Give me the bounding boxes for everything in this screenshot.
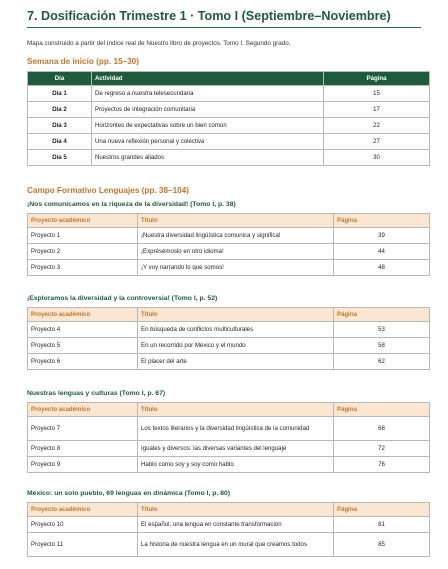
cell-dia: Día 3 bbox=[28, 118, 92, 134]
cell-titulo: En búsqueda de conflictos multiculturales bbox=[138, 322, 334, 338]
table-row bbox=[28, 102, 430, 118]
col-header-actividad: Actividad bbox=[92, 72, 324, 86]
cell-titulo: En un recorrido por México y el mundo bbox=[138, 338, 334, 354]
cell-pagina: 68 bbox=[334, 417, 430, 441]
table-row bbox=[28, 118, 430, 134]
table-header-row bbox=[28, 214, 430, 228]
cell-pagina: 27 bbox=[324, 134, 430, 150]
table-row bbox=[28, 354, 430, 370]
col-header-proyecto: Proyecto académico bbox=[28, 308, 138, 322]
cell-actividad: Horizontes de expectativas sobre un bien común bbox=[92, 118, 324, 134]
cell-titulo: Los textos literarios y la diversidad lingüística de la comunidad bbox=[138, 417, 334, 441]
project-table bbox=[27, 213, 430, 276]
cell-dia: Día 5 bbox=[28, 150, 92, 166]
section-heading-inicio: Semana de inicio (pp. 15–30) bbox=[27, 57, 139, 66]
cell-proyecto: Proyecto 1 bbox=[28, 228, 138, 244]
cell-dia: Día 4 bbox=[28, 134, 92, 150]
table-row bbox=[28, 533, 430, 557]
cell-titulo: ¡Nuestra diversidad lingüística comunica y significa! bbox=[138, 228, 334, 244]
table-row bbox=[28, 260, 430, 276]
group-heading: Nuestras lenguas y culturas (Tomo I, p. 67) bbox=[27, 390, 166, 397]
cell-proyecto: Proyecto 3 bbox=[28, 260, 138, 276]
inicio-table bbox=[27, 71, 430, 166]
cell-pagina: 48 bbox=[334, 260, 430, 276]
table-row bbox=[28, 322, 430, 338]
cell-titulo: El placer del arte bbox=[138, 354, 334, 370]
cell-proyecto: Proyecto 8 bbox=[28, 441, 138, 457]
group-heading: ¡Exploramos la diversidad y la controversia! (Tomo I, p. 52) bbox=[27, 295, 218, 302]
col-header-proyecto: Proyecto académico bbox=[28, 503, 138, 517]
table-row bbox=[28, 417, 430, 441]
col-header-dia: Día bbox=[28, 72, 92, 86]
col-header-titulo: Título bbox=[138, 403, 334, 417]
cell-proyecto: Proyecto 5 bbox=[28, 338, 138, 354]
cell-pagina: 58 bbox=[334, 338, 430, 354]
section-heading-campo: Campo Formativo Lenguajes (pp. 38–104) bbox=[27, 186, 189, 195]
cell-titulo: El español, una lengua en constante transformación bbox=[138, 517, 334, 533]
cell-proyecto: Proyecto 7 bbox=[28, 417, 138, 441]
project-table bbox=[27, 307, 430, 370]
col-header-proyecto: Proyecto académico bbox=[28, 403, 138, 417]
cell-proyecto: Proyecto 4 bbox=[28, 322, 138, 338]
group-heading: ¡Nos comunicamos en la riqueza de la diversidad! (Tomo I, p. 38) bbox=[27, 201, 236, 208]
cell-pagina: 39 bbox=[334, 228, 430, 244]
col-header-pagina: Página bbox=[334, 308, 430, 322]
table-header-row bbox=[28, 403, 430, 417]
cell-actividad: Nuestros grandes aliados bbox=[92, 150, 324, 166]
table-row bbox=[28, 441, 430, 457]
cell-pagina: 44 bbox=[334, 244, 430, 260]
cell-pagina: 81 bbox=[334, 517, 430, 533]
group-heading: México: un solo pueblo, 69 lenguas en dinámica (Tomo I, p. 80) bbox=[27, 490, 231, 497]
table-row bbox=[28, 86, 430, 102]
table-row bbox=[28, 457, 430, 473]
project-table bbox=[27, 402, 430, 473]
table-header-row bbox=[28, 503, 430, 517]
col-header-proyecto: Proyecto académico bbox=[28, 214, 138, 228]
cell-pagina: 85 bbox=[334, 533, 430, 557]
col-header-pagina: Página bbox=[334, 403, 430, 417]
col-header-titulo: Título bbox=[138, 308, 334, 322]
cell-pagina: 30 bbox=[324, 150, 430, 166]
cell-pagina: 15 bbox=[324, 86, 430, 102]
page-title: 7. Dosificación Trimestre 1 · Tomo I (Septiembre–Noviembre) bbox=[27, 9, 391, 23]
cell-proyecto: Proyecto 2 bbox=[28, 244, 138, 260]
cell-proyecto: Proyecto 6 bbox=[28, 354, 138, 370]
col-header-titulo: Título bbox=[138, 503, 334, 517]
table-header-row bbox=[28, 72, 430, 86]
cell-dia: Día 1 bbox=[28, 86, 92, 102]
cell-proyecto: Proyecto 9 bbox=[28, 457, 138, 473]
page-subtitle: Mapa construido a partir del índice real de Nuestro libro de proyectos. Tomo I. Segundo grado. bbox=[27, 40, 291, 47]
cell-pagina: 53 bbox=[334, 322, 430, 338]
col-header-pagina: Página bbox=[334, 214, 430, 228]
cell-actividad: De regreso a nuestra telesecundaria bbox=[92, 86, 324, 102]
cell-proyecto: Proyecto 10 bbox=[28, 517, 138, 533]
col-header-titulo: Título bbox=[138, 214, 334, 228]
cell-titulo: La historia de nuestra lengua en un mural que creamos todos bbox=[138, 533, 334, 557]
table-header-row bbox=[28, 308, 430, 322]
cell-titulo: ¡Y voy narrando lo que somos! bbox=[138, 260, 334, 276]
table-row bbox=[28, 244, 430, 260]
cell-titulo: Iguales y diversos: las diversas variantes del lenguaje bbox=[138, 441, 334, 457]
cell-proyecto: Proyecto 11 bbox=[28, 533, 138, 557]
col-header-pagina: Página bbox=[334, 503, 430, 517]
cell-pagina: 17 bbox=[324, 102, 430, 118]
table-row bbox=[28, 134, 430, 150]
table-row bbox=[28, 228, 430, 244]
cell-titulo: ¡Exprésémoslo en otro idioma! bbox=[138, 244, 334, 260]
cell-titulo: Hablo como soy y soy como hablo bbox=[138, 457, 334, 473]
cell-actividad: Proyectos de integración comunitaria bbox=[92, 102, 324, 118]
project-table bbox=[27, 502, 430, 557]
table-row bbox=[28, 517, 430, 533]
cell-pagina: 72 bbox=[334, 441, 430, 457]
table-row bbox=[28, 150, 430, 166]
cell-pagina: 22 bbox=[324, 118, 430, 134]
title-rule bbox=[27, 27, 421, 28]
table-row bbox=[28, 338, 430, 354]
cell-actividad: Una nueva reflexión personal y colectiva bbox=[92, 134, 324, 150]
cell-pagina: 62 bbox=[334, 354, 430, 370]
col-header-pagina: Página bbox=[324, 72, 430, 86]
cell-dia: Día 2 bbox=[28, 102, 92, 118]
cell-pagina: 76 bbox=[334, 457, 430, 473]
